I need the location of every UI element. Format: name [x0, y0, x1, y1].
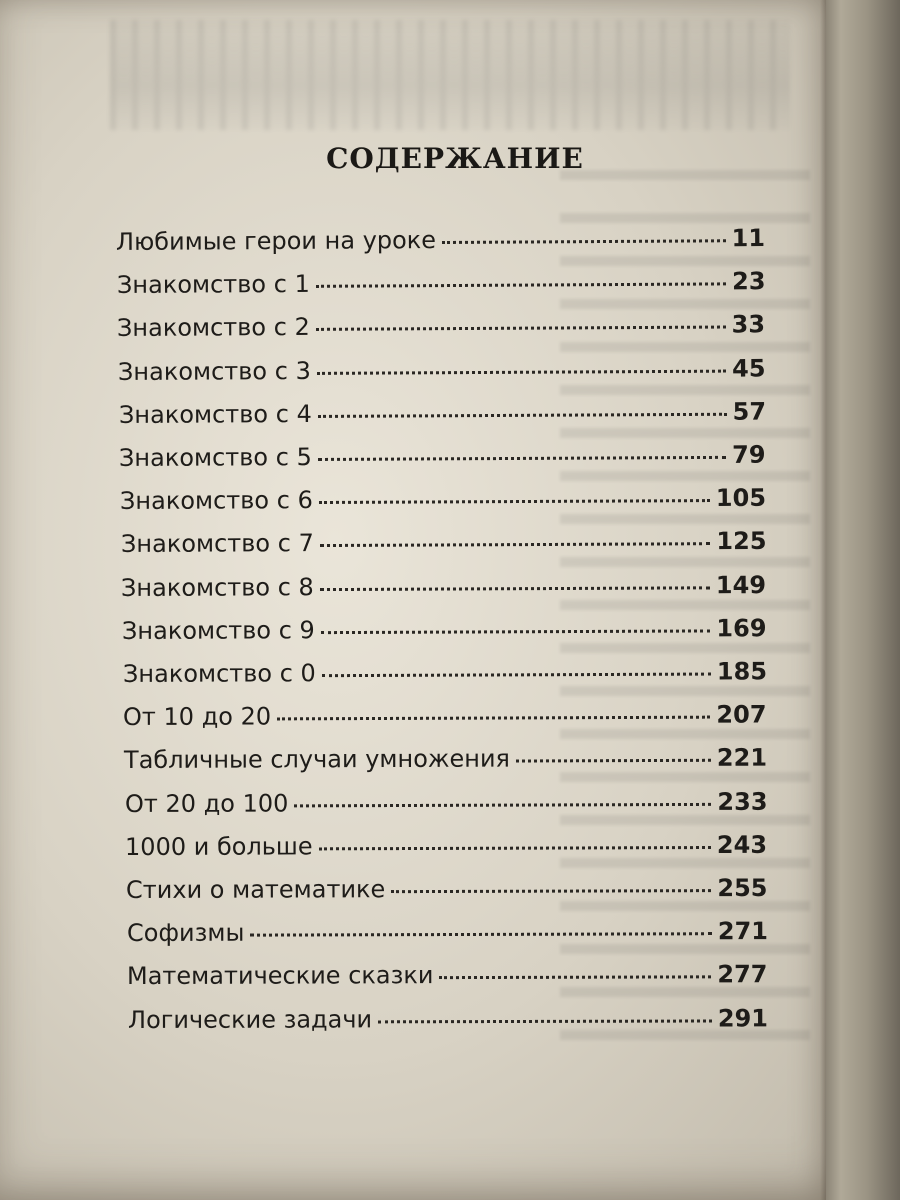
toc-entry-title: Математические сказки — [127, 961, 434, 991]
toc-entry-page-number: 125 — [715, 527, 767, 556]
dot-leader — [321, 629, 711, 634]
dot-leader — [294, 802, 711, 806]
toc-entry-title: Знакомство с 3 — [117, 356, 311, 386]
toc-entry-title: Стихи о математике — [125, 875, 386, 904]
toc-entry-page-number: 221 — [716, 743, 768, 773]
toc-entry-title: Знакомство с 7 — [120, 529, 314, 559]
dot-leader — [316, 326, 726, 331]
dot-leader — [319, 499, 710, 504]
toc-entry-title: Знакомство с 1 — [116, 270, 310, 300]
toc-entry — [128, 1004, 768, 1034]
toc-entry — [127, 961, 768, 991]
dot-leader — [318, 456, 726, 461]
toc-entry — [119, 397, 766, 428]
toc-entry-title: От 10 до 20 — [123, 702, 272, 732]
toc-entry-page-number: 105 — [715, 483, 767, 513]
toc-entry-title: Логические задачи — [127, 1004, 373, 1034]
dot-leader — [317, 369, 726, 374]
page-title: СОДЕРЖАНИЕ — [326, 142, 584, 175]
toc-entry — [125, 787, 768, 817]
dot-leader — [277, 716, 710, 721]
dot-leader — [250, 932, 712, 936]
toc-entry — [122, 614, 767, 645]
toc-entry-page-number: 243 — [717, 830, 768, 859]
toc-entry — [119, 441, 766, 472]
toc-entry-title: Знакомство с 5 — [119, 443, 313, 472]
toc-entry — [118, 354, 766, 386]
dot-leader — [440, 976, 712, 980]
toc-entry-page-number: 33 — [731, 310, 766, 339]
toc-entry-page-number: 23 — [731, 267, 766, 296]
toc-entry-page-number: 57 — [732, 397, 766, 426]
dot-leader — [320, 586, 710, 591]
toc-entry-page-number: 277 — [717, 960, 768, 989]
toc-entry-title: Софизмы — [126, 918, 245, 948]
toc-entry — [117, 267, 766, 299]
toc-entry-title: Табличные случаи умножения — [123, 744, 511, 775]
toc-entry-page-number: 255 — [717, 873, 768, 903]
toc-entry-title: 1000 и больше — [125, 832, 314, 861]
toc-entry-page-number: 11 — [731, 224, 766, 253]
toc-entry — [120, 484, 766, 515]
toc-entry-page-number: 79 — [732, 440, 766, 469]
toc-entry-title: От 20 до 100 — [124, 789, 289, 818]
toc-entry-page-number: 185 — [716, 657, 767, 686]
toc-entry-title: Знакомство с 6 — [119, 486, 313, 516]
toc-entry-page-number: 271 — [717, 917, 768, 946]
toc-entry-title: Знакомство с 8 — [121, 572, 315, 602]
book-edge — [826, 0, 900, 1200]
dot-leader — [315, 283, 725, 288]
dot-leader — [317, 413, 726, 418]
toc-entry-page-number: 291 — [717, 1003, 769, 1033]
dot-leader — [378, 1019, 712, 1023]
dot-leader — [442, 239, 726, 244]
toc-entry-page-number: 207 — [716, 700, 767, 729]
dot-leader — [516, 759, 711, 763]
toc-entry — [117, 311, 765, 343]
dot-leader — [321, 673, 710, 678]
toc-entry-page-number: 149 — [716, 570, 767, 599]
toc-entry — [123, 701, 767, 732]
dot-leader — [391, 889, 711, 893]
toc-entry-title: Знакомство с 0 — [122, 659, 316, 688]
toc-entry — [121, 571, 766, 602]
toc-entry-page-number: 233 — [716, 787, 768, 816]
toc-entry-page-number: 45 — [732, 354, 766, 383]
toc-entry — [121, 527, 767, 558]
toc-entry-title: Знакомство с 9 — [121, 615, 315, 645]
toc-entry-title: Знакомство с 2 — [117, 313, 311, 343]
toc-entry-page-number: 169 — [716, 613, 767, 643]
toc-entry — [125, 831, 767, 861]
toc-entry — [116, 224, 765, 256]
toc-entry-title: Знакомство с 4 — [118, 399, 312, 429]
toc-entry-title: Любимые герои на уроке — [115, 226, 437, 256]
dot-leader — [319, 846, 711, 850]
toc-entry — [126, 874, 768, 904]
toc-entry — [127, 917, 768, 947]
dot-leader — [319, 543, 710, 548]
toc-entry — [124, 744, 767, 774]
toc-entry — [123, 657, 767, 688]
